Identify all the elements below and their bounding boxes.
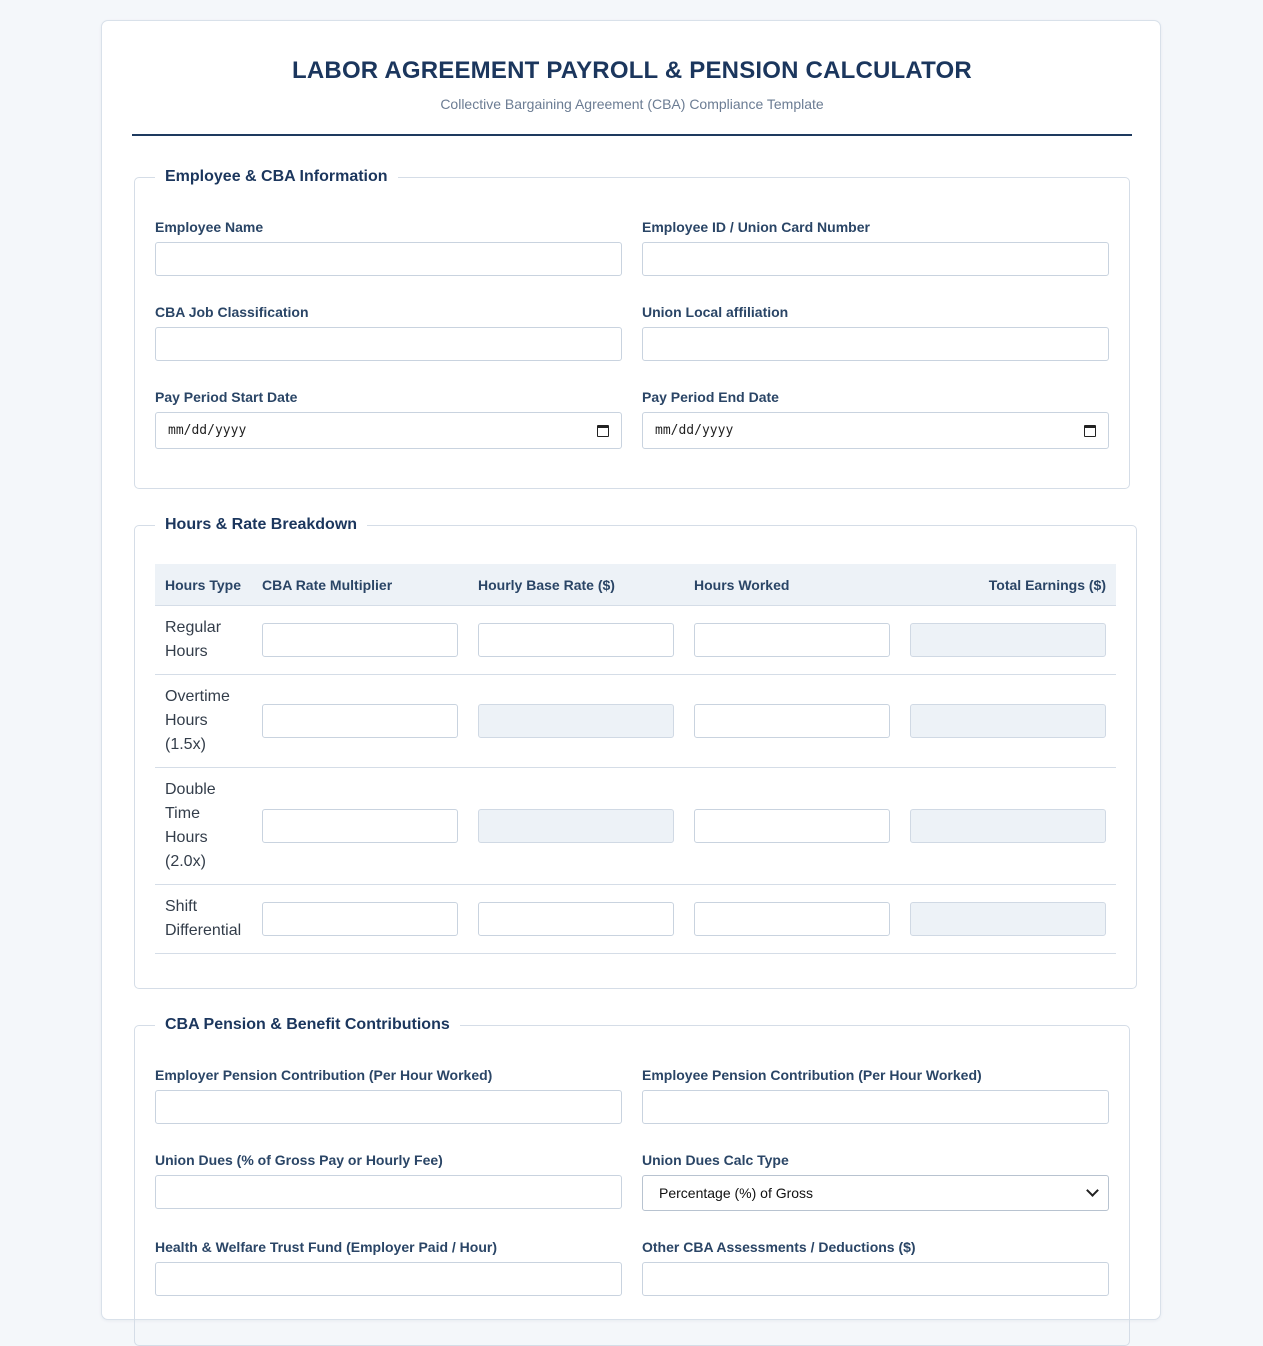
overtime-total-output [910, 704, 1106, 738]
employee-id-label: Employee ID / Union Card Number [642, 219, 870, 235]
table-row-regular [155, 606, 1116, 675]
employer-pension-label: Employer Pension Contribution (Per Hour Worked) [155, 1067, 493, 1083]
start-date-group [155, 389, 298, 438]
row-label-overtime: Overtime Hours (1.5x) [165, 688, 230, 753]
job-classification-input[interactable] [155, 327, 622, 361]
employee-pension-input[interactable] [642, 1090, 1109, 1124]
pension-benefits-section [134, 1016, 1130, 1346]
col-total-earnings: Total Earnings ($) [988, 577, 1106, 593]
start-date-placeholder: mm/dd/yyyy [168, 423, 247, 438]
table-row-shift-differential [155, 885, 1116, 954]
start-date-label: Pay Period Start Date [155, 389, 298, 405]
col-base-rate: Hourly Base Rate ($) [478, 577, 615, 593]
employee-name-label: Employee Name [155, 219, 264, 235]
calendar-icon[interactable] [1084, 425, 1096, 437]
regular-hours-input[interactable] [694, 623, 890, 657]
row-label-regular: Regular Hours [165, 619, 222, 660]
table-header [155, 564, 1116, 606]
health-welfare-label: Health & Welfare Trust Fund (Employer Paid / Hour) [155, 1239, 498, 1255]
employee-name-input[interactable] [155, 242, 622, 276]
double-time-hours-input[interactable] [694, 809, 890, 843]
col-hours-worked: Hours Worked [694, 577, 790, 593]
row-label-shift-differential: Shift Differential [165, 898, 242, 939]
dues-calc-type-label: Union Dues Calc Type [642, 1152, 789, 1168]
page-subtitle: Collective Bargaining Agreement (CBA) Compliance Template [440, 96, 824, 112]
union-local-input[interactable] [642, 327, 1109, 361]
row-label-double-time: Double Time Hours (2.0x) [165, 781, 216, 870]
union-dues-label: Union Dues (% of Gross Pay or Hourly Fee) [155, 1152, 443, 1168]
table-row-double-time [155, 768, 1116, 885]
union-dues-group [155, 1152, 443, 1168]
dues-calc-type-select[interactable] [642, 1175, 1109, 1211]
job-classification-group [155, 304, 309, 320]
page-header [132, 21, 1132, 136]
employee-id-input[interactable] [642, 242, 1109, 276]
hours-rate-section [134, 516, 1137, 989]
double-time-multiplier-input[interactable] [262, 809, 458, 843]
overtime-multiplier-input[interactable] [262, 704, 458, 738]
union-dues-input[interactable] [155, 1175, 622, 1209]
other-assessments-group [642, 1239, 916, 1255]
employee-info-section [134, 168, 1130, 489]
shift-diff-hours-input[interactable] [694, 902, 890, 936]
end-date-group [642, 389, 779, 438]
regular-total-output [910, 623, 1106, 657]
employer-pension-group [155, 1067, 492, 1083]
union-local-label: Union Local affiliation [642, 304, 789, 320]
health-welfare-input[interactable] [155, 1262, 622, 1296]
overtime-hours-input[interactable] [694, 704, 890, 738]
employee-pension-label: Employee Pension Contribution (Per Hour Worked) [642, 1067, 982, 1083]
double-time-total-output [910, 809, 1106, 843]
calculator-card [101, 20, 1161, 1320]
shift-diff-multiplier-input[interactable] [262, 902, 458, 936]
end-date-label: Pay Period End Date [642, 389, 779, 405]
page-title: LABOR AGREEMENT PAYROLL & PENSION CALCULATOR [292, 57, 972, 84]
end-date-input[interactable] [642, 412, 1109, 449]
dues-calc-type-value: Percentage (%) of Gross [659, 1185, 814, 1201]
table-row-overtime [155, 675, 1116, 768]
regular-base-rate-input[interactable] [478, 623, 674, 657]
dues-calc-type-group [642, 1152, 814, 1201]
employee-id-group [642, 219, 870, 235]
col-hours-type: Hours Type [165, 577, 241, 593]
union-local-group [642, 304, 788, 320]
calendar-icon[interactable] [597, 425, 609, 437]
hours-rate-legend: Hours & Rate Breakdown [165, 516, 358, 533]
start-date-input[interactable] [155, 412, 622, 449]
employer-pension-input[interactable] [155, 1090, 622, 1124]
col-rate-multiplier: CBA Rate Multiplier [262, 577, 393, 593]
end-date-placeholder: mm/dd/yyyy [655, 423, 734, 438]
shift-diff-total-output [910, 902, 1106, 936]
employee-name-group [155, 219, 263, 235]
chevron-down-icon [1086, 1184, 1099, 1197]
other-assessments-input[interactable] [642, 1262, 1109, 1296]
other-assessments-label: Other CBA Assessments / Deductions ($) [642, 1239, 916, 1255]
double-time-base-rate-output [478, 809, 674, 843]
overtime-base-rate-output [478, 704, 674, 738]
employee-pension-group [642, 1067, 982, 1083]
employee-info-legend: Employee & CBA Information [165, 168, 388, 185]
health-welfare-group [155, 1239, 497, 1255]
pension-benefits-legend: CBA Pension & Benefit Contributions [165, 1016, 450, 1033]
job-classification-label: CBA Job Classification [155, 304, 309, 320]
shift-diff-base-rate-input[interactable] [478, 902, 674, 936]
regular-multiplier-input[interactable] [262, 623, 458, 657]
